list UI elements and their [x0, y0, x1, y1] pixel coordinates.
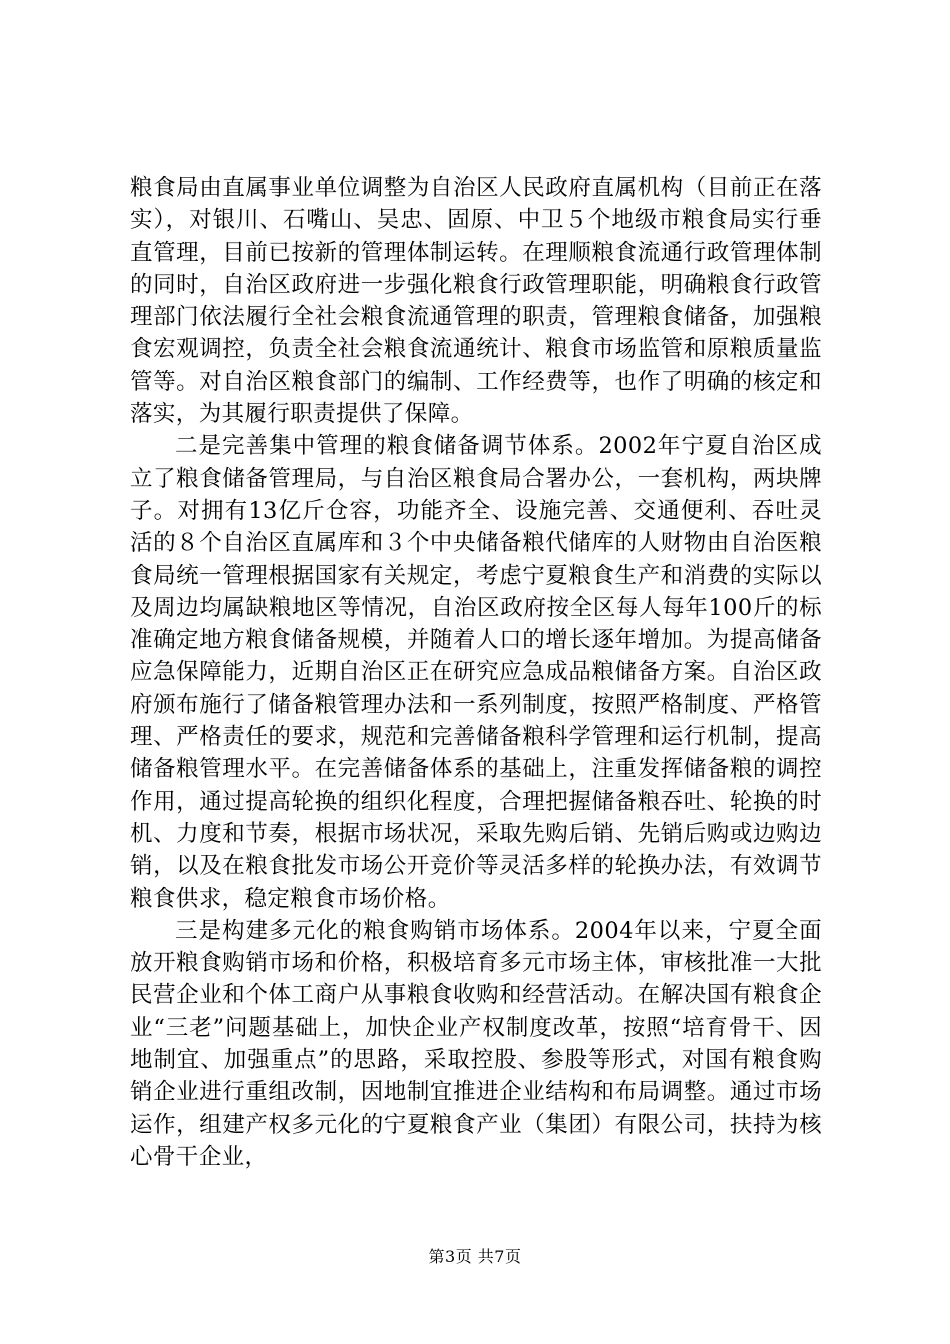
page-footer	[0, 1247, 950, 1267]
paragraph-2: 二是完善集中管理的粮食储备调节体系。2002年宁夏自治区成立了粮食储备管理局，与自治区粮食局合署办公，一套机构，两块牌子。对拥有13亿斤仓容，功能齐全、设施完善、交通便利、吞吐灵活的８个自治区直属库和３个中央储备粮代储库的人财物由自治医粮食局统一管理根据国家有关规定，考虑宁夏粮食生产和消费的实际以及周边均属缺粮地区等情况，自治区政府按全区每人每年100斤的标准确定地方粮食储备规模，并随着人口的增长逐年增加。为提高储备应急保障能力，近期自治区正在研究应急成品粮储备方案。自治区政府颁布施行了储备粮管理办法和一系列制度，按照严格制度、严格管理、严格责任的要求，规范和完善储备粮科学管理和运行机制，提高储备粮管理水平。在完善储备体系的基础上，注重发挥储备粮的调控作用，通过提高轮换的组织化程度，合理把握储备粮吞吐、轮换的时机、力度和节奏，根据市场状况，采取先购后销、先销后购或边购边销，以及在粮食批发市场公开竞价等灵活多样的轮换办法，有效调节粮食供求，稳定粮食市场价格。	[130, 433, 822, 912]
paragraph-3: 三是构建多元化的粮食购销市场体系。2004年以来，宁夏全面放开粮食购销市场和价格，积极培育多元市场主体，审核批准一大批民营企业和个体工商户从事粮食收购和经营活动。在解决国有粮食企业“三老”问题基础上，加快企业产权制度改革，按照“培育骨干、因地制宜、加强重点”的思路，采取控股、参股等形式，对国有粮食购销企业进行重组改制，因地制宜推进企业结构和布局调整。通过市场运作，组建产权多元化的宁夏粮食产业（集团）有限公司，扶持为核心骨干企业，	[130, 917, 822, 1170]
paragraph-1: 粮食局由直属事业单位调整为自治区人民政府直属机构（目前正在落实），对银川、石嘴山、吴忠、固原、中卫５个地级市粮食局实行垂直管理，目前已按新的管理体制运转。在理顺粮食流通行政管理体制的同时，自治区政府进一步强化粮食行政管理职能，明确粮食行政管理部门依法履行全社会粮食流通管理的职责，管理粮食储备，加强粮食宏观调控，负责全社会粮食流通统计、粮食市场监管和原粮质量监管等。对自治区粮食部门的编制、工作经费等，也作了明确的核定和落实，为其履行职责提供了保障。	[130, 175, 822, 428]
page-number-label: 第3页 共7页	[428, 1247, 522, 1266]
document-body	[130, 172, 822, 1173]
